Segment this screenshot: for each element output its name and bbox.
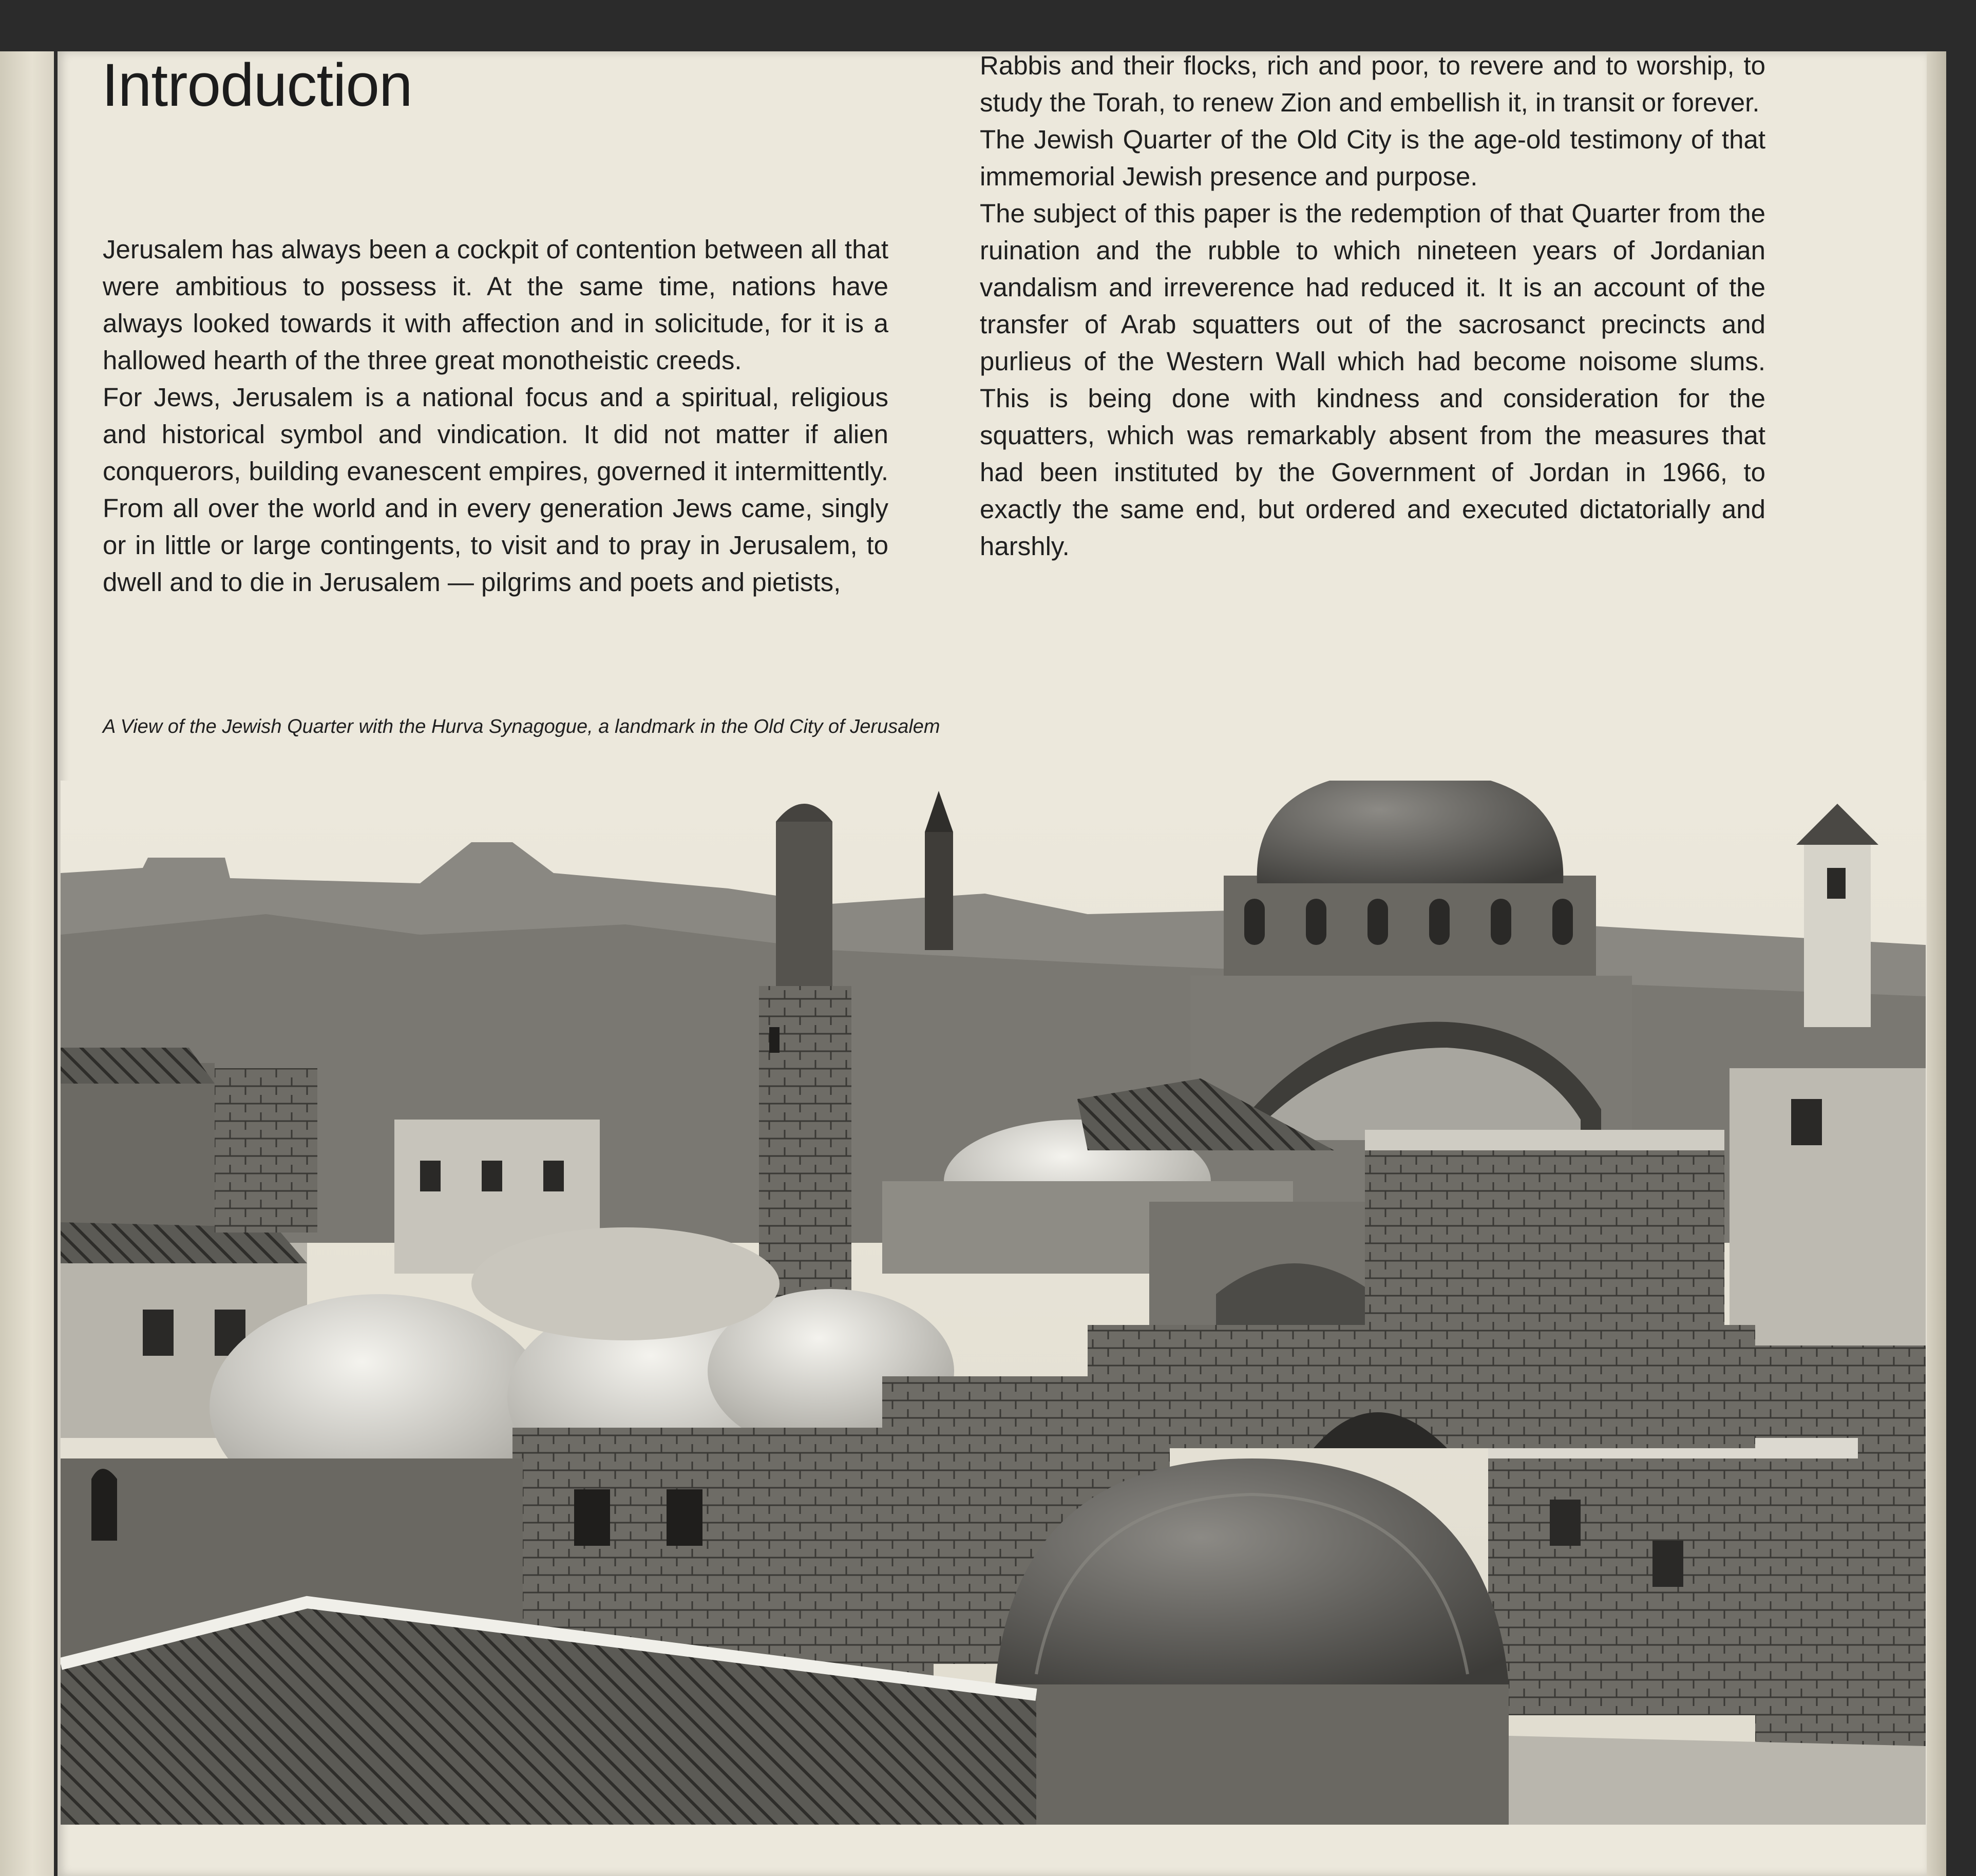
paragraph: Rabbis and their flocks, rich and poor, to revere and to worship, to study the Torah, to renew Zion and embellish it, in transit or forever. (980, 51, 1765, 117)
paragraph: The subject of this paper is the redemption of that Quarter from the ruination and the rubble to which nineteen years of Jordanian vandalism and irreverence had reduced it. It is an account of the transfer of Arab squatters out of the sacrosanct precincts and purlieus of the Western Wall which had become noisome slums. This is being done with kindness and consideration for the squatters, which was remarkably absent from the measures that had been instituted by the Government of Jordan in 1966, to exactly the same end, but ordered and executed dictatorially and harshly. (980, 199, 1765, 561)
previous-page-edge (0, 51, 54, 1876)
photo-illustration (61, 781, 1926, 1825)
paragraph: The Jewish Quarter of the Old City is the age-old testimony of that immemorial Jewish presence and purpose. (980, 125, 1765, 191)
photo-jewish-quarter (61, 781, 1926, 1825)
page-title: Introduction (102, 51, 412, 119)
paragraph: Jerusalem has always been a cockpit of contention between all that were ambitious to possess it. At the same time, nations have always looked towards it with affection and in solicitude, for it is a hallowed hearth of the three great monotheistic creeds. (103, 235, 888, 375)
photo-caption: A View of the Jewish Quarter with the Hurva Synagogue, a landmark in the Old City of Jerusalem (103, 716, 940, 737)
page-edge (1927, 51, 1946, 1876)
paragraph: For Jews, Jerusalem is a national focus and a spiritual, religious and historical symbol and vindication. It did not matter if alien conquerors, building evanescent empires, governed it intermittently. From all over the world and in every generation Jews came, singly or in little or large contingents, to visit and to pray in Jerusalem, to dwell and to die in Jerusalem — pilgrims and poets and pietists, (103, 383, 888, 597)
right-column (980, 47, 1765, 565)
left-column (103, 231, 888, 601)
